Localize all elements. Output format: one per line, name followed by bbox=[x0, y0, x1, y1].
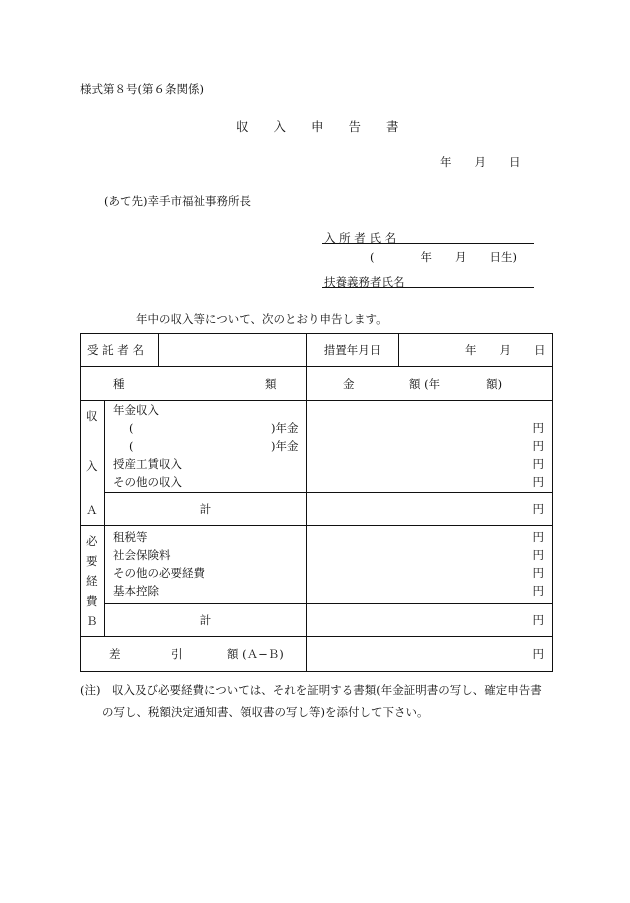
income-subtotal-label-cell bbox=[105, 493, 307, 526]
note-line-1: (注) 収入及び必要経費については、それを証明する書類(年金証明書の写し、確定申告書 bbox=[80, 683, 542, 697]
measure-date-input[interactable] bbox=[399, 334, 553, 367]
document-title: 収 入 申 告 書 bbox=[236, 119, 399, 134]
measure-date-label: 措置年月日 bbox=[323, 343, 382, 357]
supporter-name-line[interactable] bbox=[322, 287, 534, 288]
note-line-2: の写し、税額決定通知書、領収書の写し等)を添付して下さい。 bbox=[102, 705, 429, 719]
supporter-name-label: 扶養義務者氏名 bbox=[324, 275, 405, 289]
submission-date: 年 月 日 bbox=[440, 155, 521, 169]
intro-text: 年中の収入等について、次のとおり申告します。 bbox=[136, 312, 388, 326]
income-declaration-table bbox=[80, 333, 553, 672]
income-amounts-cell[interactable]: 円 円 円 円 bbox=[307, 401, 553, 493]
resident-name-line[interactable] bbox=[322, 243, 534, 244]
expense-subtotal-amount[interactable]: 円 bbox=[307, 604, 553, 637]
resident-name-label: 入 所 者 氏 名 bbox=[324, 231, 397, 245]
income-side-label: 収 入 Ａ bbox=[81, 401, 105, 526]
difference-label-2: 引 bbox=[171, 647, 183, 661]
trustee-name-input[interactable] bbox=[159, 334, 307, 367]
amount-header-left: 金 bbox=[343, 377, 355, 391]
expense-subtotal-label-cell bbox=[105, 604, 307, 637]
trustee-label: 受 託 者 名 bbox=[87, 343, 144, 357]
expense-item-tax: 租税等 bbox=[113, 530, 148, 544]
addressee: (あて先)幸手市福祉事務所長 bbox=[104, 194, 251, 208]
measure-date-value: 年 月 日 bbox=[465, 343, 546, 357]
type-header-right: 類 bbox=[265, 377, 277, 391]
difference-label-cell bbox=[81, 637, 307, 672]
income-item-other: その他の収入 bbox=[113, 475, 182, 489]
measure-date-label-cell bbox=[307, 334, 399, 367]
income-item-pension-b-open: ( bbox=[129, 439, 134, 453]
income-item-pension: 年金収入 bbox=[113, 403, 159, 417]
income-item-pension-a-open: ( bbox=[129, 421, 134, 435]
expense-item-social-insurance: 社会保険料 bbox=[113, 548, 171, 562]
form-number: 様式第８号(第６条関係) bbox=[80, 82, 204, 96]
expense-subtotal-label: 計 bbox=[199, 613, 212, 627]
amount-header-cell bbox=[307, 367, 553, 401]
expense-item-other: その他の必要経費 bbox=[113, 566, 205, 580]
income-subtotal-amount[interactable]: 円 bbox=[307, 493, 553, 526]
expense-amounts-cell[interactable]: 円 円 円 円 bbox=[307, 526, 553, 604]
income-items-cell bbox=[105, 401, 307, 493]
difference-amount[interactable]: 円 bbox=[307, 637, 553, 672]
income-subtotal-label: 計 bbox=[199, 502, 212, 516]
expense-side-label: 必 要 経 費 Ｂ bbox=[81, 526, 105, 637]
difference-label-1: 差 bbox=[109, 647, 121, 661]
income-item-pension-a-suffix: )年金 bbox=[271, 421, 299, 435]
difference-label-3: 額 (Ａ−Ｂ) bbox=[227, 647, 284, 661]
type-header-cell bbox=[81, 367, 307, 401]
resident-birth: ( 年 月 日生) bbox=[370, 250, 517, 264]
type-header-left: 種 bbox=[113, 377, 125, 391]
trustee-label-cell bbox=[81, 334, 159, 367]
expense-item-basic-deduction: 基本控除 bbox=[113, 584, 159, 598]
expense-items-cell bbox=[105, 526, 307, 604]
amount-header-right: 額 (年 額) bbox=[409, 377, 503, 391]
income-item-work-wage: 授産工賃収入 bbox=[113, 457, 182, 471]
income-item-pension-b-suffix: )年金 bbox=[271, 439, 299, 453]
